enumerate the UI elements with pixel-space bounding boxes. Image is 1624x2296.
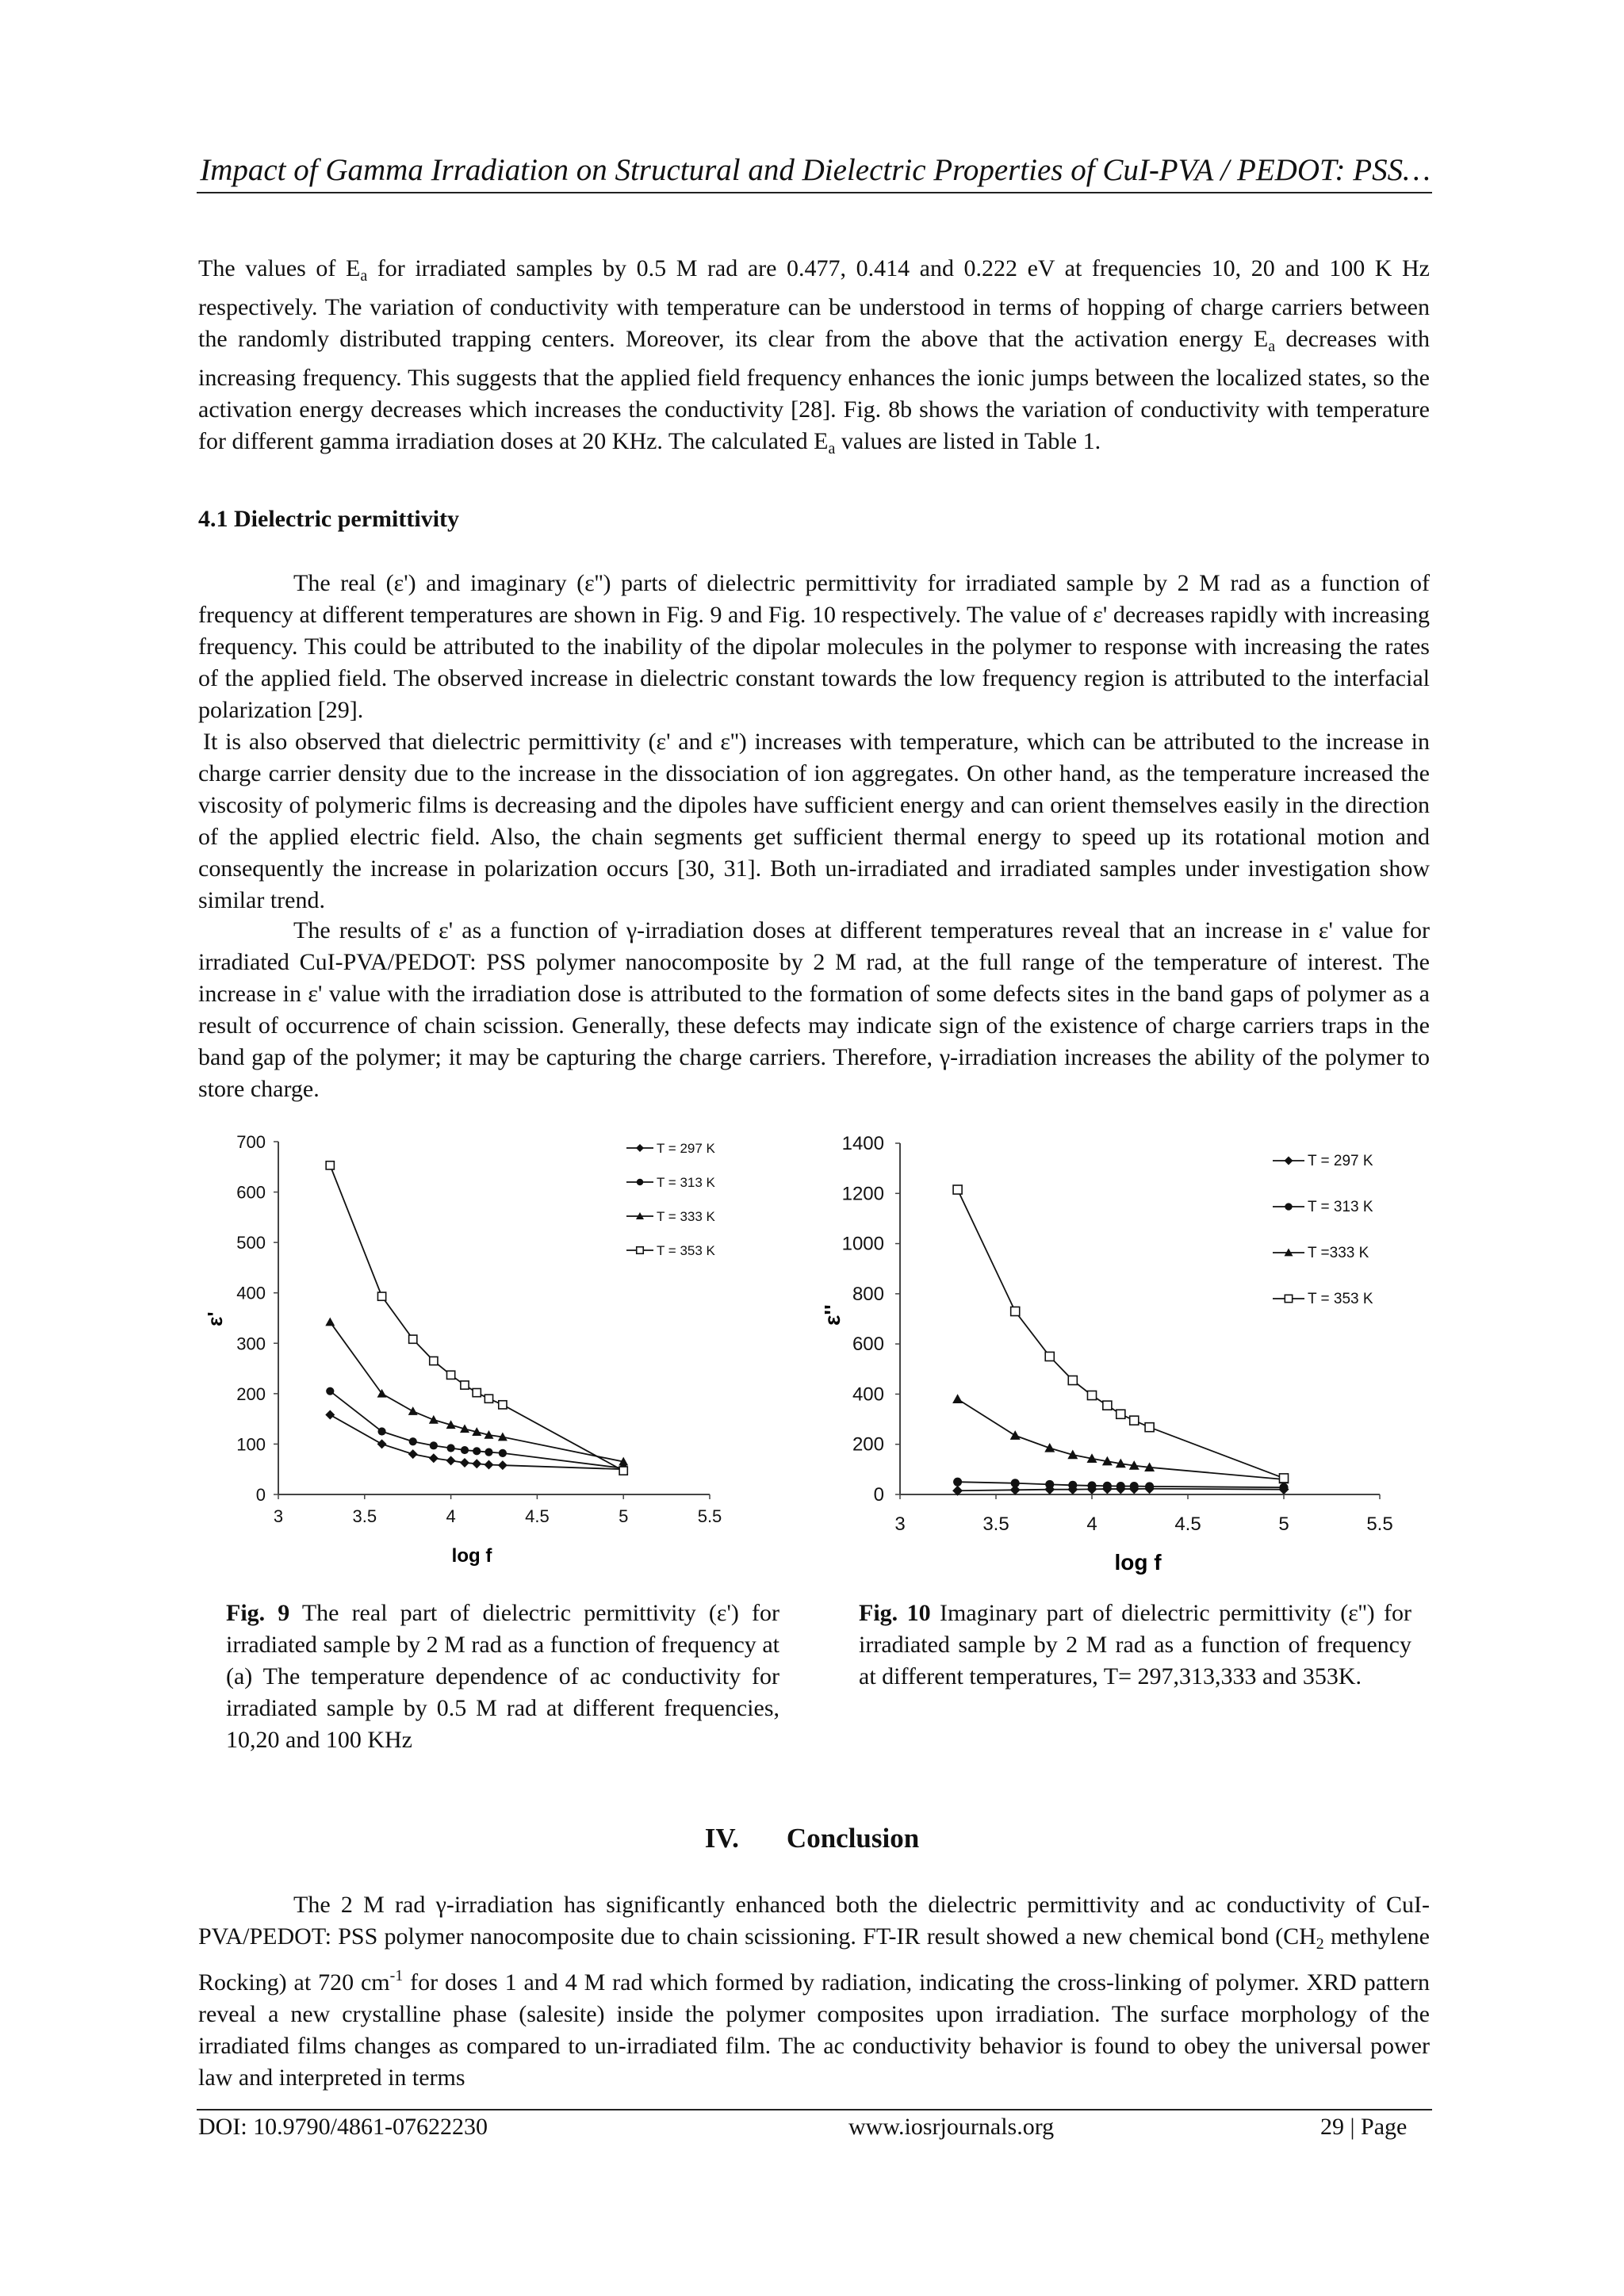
footer-website[interactable]: www.iosrjournals.org <box>848 2114 1055 2140</box>
paragraph-permittivity-3: The results of ε' as a function of γ-irradiation doses at different temperatures reveal that an increase in ε' value for irradiated CuI-PVA/PEDOT: PSS polymer nanocomposite by 2 M rad, at the full range of the temperature of interest. The increase in ε' value with the irradiation dose is attributed to the formation of some defects sites in the band gaps of polymer as a result of occurrence of chain scission. Generally, these defects may indicate sign of the existence of charge carriers traps in the band gap of the polymer; it may be capturing the charge carriers. Therefore, γ-irradiation increases the ability of the polymer to store charge. <box>198 917 1430 1102</box>
fig9-series-1-point <box>409 1437 417 1445</box>
fig9-ytick-label: 100 <box>236 1434 266 1455</box>
fig10-legend-0-marker <box>1285 1157 1293 1165</box>
fig10-series-1-point <box>1087 1481 1096 1490</box>
fig10-legend-3-marker <box>1285 1295 1292 1302</box>
fig9-ylabel: ε' <box>203 1311 227 1326</box>
paragraph-permittivity-2: It is also observed that dielectric permittivity (ε' and ε'') increases with temperature, which can be attributed to the increase in charge carrier density due to the increase in the dissociation of ion aggregates. On other hand, as the temperature increased the viscosity of polymeric films is decreasing and the dipoles have sufficient energy and can orient themselves easily in the direction of the applied electric field. Also, the chain segments get sufficient thermal energy to speed up its rotational motion and consequently the increase in polarization occurs [30, 31]. Both un-irradiated and irradiated samples under investigation show similar trend. <box>198 729 1430 913</box>
fig10-series-3-point <box>1103 1401 1112 1410</box>
fig10-series-3-line <box>958 1190 1284 1479</box>
fig10-ytick-label: 1000 <box>841 1233 884 1255</box>
fig9-ytick-label: 0 <box>255 1485 266 1505</box>
fig9-ytick-label: 400 <box>236 1283 266 1303</box>
fig9-series-1-point <box>430 1441 438 1449</box>
fig10-xtick-label: 4.5 <box>1174 1513 1201 1535</box>
fig10-ytick-label: 400 <box>852 1383 884 1406</box>
fig10-series-2-point <box>1044 1443 1055 1452</box>
fig9-series-0-point <box>377 1439 387 1448</box>
fig10-legend-1-label: T = 313 K <box>1308 1199 1373 1215</box>
fig10-series-2-point <box>1010 1430 1021 1440</box>
fig9-axes <box>278 1142 710 1494</box>
fig9-series-0-point <box>325 1410 335 1420</box>
fig9-xtick-label: 4 <box>446 1506 456 1526</box>
fig10-xtick-label: 3.5 <box>982 1513 1009 1535</box>
header-rule <box>197 192 1432 193</box>
paragraph-activation-energy: The values of $E_a$ for irradiated samples by 0.5 M rad are 0.477, 0.414 and 0.222 eV at frequencies 10, 20 and 100 K Hz respectively. The variation of conductivity with temperature can be understood in terms of hopping of charge carriers between the randomly distributed trapping centers. Moreover, its clear from the above that the activation energy $E_a$ decreases with increasing frequency. This suggests that the applied field frequency enhances the ionic jumps between the localized states, so the activation energy decreases which increases the conductivity [28]. Fig. 8b shows the variation of conductivity with temperature for different gamma irradiation doses at 20 KHz. The calculated $E_a$ values are listed in Table 1. <box>198 255 1430 457</box>
footer-doi: DOI: 10.9790/4861-07622230 <box>198 2114 488 2140</box>
fig10-series-3-point <box>953 1185 962 1194</box>
fig9-series-3-point <box>326 1161 334 1169</box>
fig9-series-3-point <box>499 1401 507 1409</box>
fig9-xtick-label: 5.5 <box>697 1506 722 1526</box>
fig10-series-1-point <box>1045 1480 1054 1489</box>
fig10-series-1-point <box>953 1478 962 1487</box>
fig10-series-1-point <box>1145 1482 1154 1490</box>
fig9-ytick-label: 200 <box>236 1383 266 1404</box>
fig10-ytick-label: 800 <box>852 1283 884 1305</box>
paragraph-conclusion: The 2 M rad γ-irradiation has significantly enhanced both the dielectric permittivity and ac conductivity of CuI-PVA/PEDOT: PSS polymer nanocomposite due to chain scissioning. FT-IR result showed a new chemical bond ($CH_2$ methylene Rocking) at 720 $cm^{-1}$ for doses 1 and 4 M rad which formed by radiation, indicating the cross-linking of polymer. XRD pattern reveal a new crystalline phase (salesite) inside the polymer composites upon irradiation. The surface morphology of the irradiated films changes as compared to un-irradiated film. The ac conductivity behavior is found to obey the universal power law and interpreted in terms <box>198 1892 1431 2091</box>
fig9-series-1-point <box>499 1449 507 1457</box>
fig9-legend-3-label: T = 353 K <box>657 1243 715 1258</box>
fig10-series-3-point <box>1045 1352 1054 1360</box>
fig9-ytick-label: 700 <box>236 1132 266 1152</box>
footer-rule <box>197 2109 1432 2110</box>
fig9-series-1-point <box>326 1387 334 1395</box>
figure-10-caption: Fig. 10 Imaginary part of dielectric permittivity (ε'') for irradiated sample by 2 M rad as a function of frequency at different temperatures, T= 297,313,333 and 353K. <box>859 1600 1411 1689</box>
fig9-legend-0-marker <box>636 1144 644 1152</box>
figure-9-caption: Fig. 9 The real part of dielectric permittivity (ε') for irradiated sample by 2 M rad as a function of frequency at (a) The temperature dependence of ac conductivity for irradiated sample by 0.5 M rad at different frequencies, 10,20 and 100 KHz <box>226 1600 779 1753</box>
fig10-series-3-point <box>1011 1307 1020 1315</box>
paragraph-permittivity-1: The real (ε') and imaginary (ε'') parts of dielectric permittivity for irradiated sample by 2 M rad as a function of frequency at different temperatures are shown in Fig. 9 and Fig. 10 respectively. The value of ε' decreases rapidly with increasing frequency. This could be attributed to the inability of the dipolar molecules in the polymer to response with increasing the rates of the applied field. The observed increase in dielectric constant towards the low frequency region is attributed to the interfacial polarization [29]. <box>198 570 1430 723</box>
fig9-series-3-point <box>377 1292 385 1300</box>
fig10-ytick-label: 600 <box>852 1334 884 1356</box>
section-heading-dielectric: 4.1 Dielectric permittivity <box>198 506 460 532</box>
fig10-series-1-point <box>1116 1482 1125 1490</box>
fig10-legend-2-label: T =333 K <box>1308 1245 1369 1261</box>
fig9-series-3-point <box>473 1388 481 1396</box>
fig9-series-2-point <box>408 1406 418 1415</box>
fig10-xtick-label: 5.5 <box>1366 1513 1393 1535</box>
fig10-ytick-label: 1400 <box>841 1133 884 1154</box>
fig9-series-3-point <box>447 1371 455 1379</box>
fig10-legend-1-marker <box>1285 1203 1292 1210</box>
fig9-legend-3-marker <box>637 1247 644 1254</box>
fig10-series-2-point <box>952 1394 963 1403</box>
fig9-series-0-point <box>472 1459 481 1468</box>
fig10-series-3-point <box>1116 1410 1125 1418</box>
fig9-legend-2-label: T = 333 K <box>657 1209 715 1224</box>
fig10-series-1-point <box>1103 1482 1112 1490</box>
fig10-xtick-label: 5 <box>1278 1513 1289 1535</box>
fig9-series-1-point <box>461 1446 469 1454</box>
fig10-series-1-point <box>1130 1482 1139 1490</box>
fig9-series-0-point <box>408 1449 418 1459</box>
fig10-xlabel: log f <box>1114 1550 1162 1575</box>
fig9-xtick-label: 3.5 <box>352 1506 377 1526</box>
fig10-series-1-point <box>1011 1479 1020 1487</box>
fig9-ytick-label: 500 <box>236 1233 266 1253</box>
fig10-xtick-label: 3 <box>894 1513 906 1535</box>
fig9-series-3-point <box>485 1395 492 1402</box>
figure-9-chart <box>202 1126 726 1586</box>
fig10-xtick-label: 4 <box>1086 1513 1097 1535</box>
fig9-legend-1-marker <box>637 1179 644 1186</box>
fig10-legend-0-label: T = 297 K <box>1308 1153 1373 1169</box>
fig9-series-1-point <box>485 1448 492 1456</box>
fig9-series-3-point <box>430 1357 438 1364</box>
figure-10-chart <box>813 1126 1423 1586</box>
fig10-series-3-point <box>1130 1416 1139 1425</box>
conclusion-heading: IV. Conclusion <box>704 1823 920 1854</box>
fig10-legend-3-label: T = 353 K <box>1308 1291 1373 1307</box>
fig9-ytick-label: 600 <box>236 1182 266 1203</box>
fig10-series-1-point <box>1068 1481 1077 1490</box>
fig9-series-1-point <box>447 1444 455 1452</box>
fig9-legend-1-label: T = 313 K <box>657 1175 715 1190</box>
fig9-series-3-point <box>409 1335 417 1343</box>
fig10-series-1-point <box>1279 1483 1288 1492</box>
fig10-axes <box>900 1143 1380 1494</box>
fig9-xlabel: log f <box>451 1545 492 1567</box>
running-header: Impact of Gamma Irradiation on Structural and Dielectric Properties of CuI-PVA / PEDOT: PSS… <box>200 153 1431 187</box>
fig10-ylabel: ε'' <box>820 1304 845 1326</box>
fig9-xtick-label: 5 <box>619 1506 629 1526</box>
fig9-series-2-point <box>325 1318 335 1326</box>
fig10-series-3-point <box>1145 1423 1154 1432</box>
fig9-series-3-point <box>461 1381 469 1389</box>
fig9-xtick-label: 4.5 <box>525 1506 550 1526</box>
fig10-ytick-label: 200 <box>852 1433 884 1456</box>
fig9-series-1-point <box>377 1427 385 1435</box>
fig10-ytick-label: 1200 <box>841 1183 884 1205</box>
fig9-legend-0-label: T = 297 K <box>657 1141 715 1156</box>
footer-page-number: 29 | Page <box>1320 2114 1408 2140</box>
fig9-series-0-point <box>484 1460 493 1469</box>
fig9-xtick-label: 3 <box>273 1506 284 1526</box>
fig9-ytick-label: 300 <box>236 1334 266 1354</box>
fig9-series-0-point <box>498 1460 508 1470</box>
fig9-series-1-point <box>473 1447 481 1455</box>
fig10-series-3-point <box>1279 1474 1288 1483</box>
fig9-series-3-point <box>619 1467 627 1475</box>
fig9-series-2-point <box>429 1415 439 1424</box>
fig9-series-0-point <box>429 1453 439 1463</box>
fig10-ytick-label: 0 <box>873 1484 884 1506</box>
fig10-series-3-point <box>1087 1391 1096 1399</box>
fig9-series-0-point <box>460 1458 469 1468</box>
fig9-series-0-point <box>446 1456 456 1465</box>
fig10-series-3-point <box>1068 1376 1077 1385</box>
